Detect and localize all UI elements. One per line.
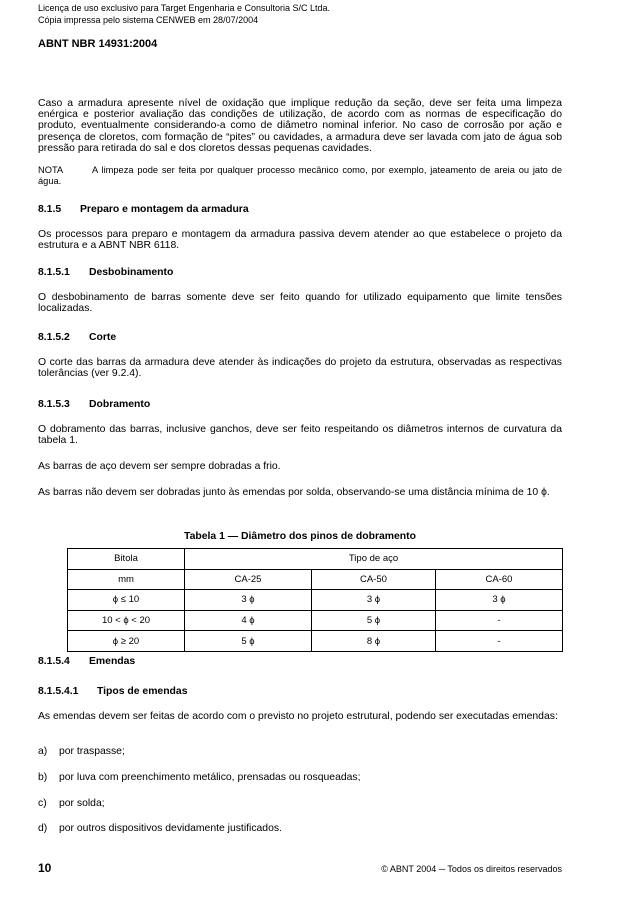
section-8-1-5-1-text: O desbobinamento de barras somente deve ser feito quando for utilizado equipamento que limite tensões localizadas. [38,292,562,315]
section-8-1-5-3-text-1: O dobramento das barras, inclusive ganchos, deve ser feito respeitando os diâmetros internos de curvatura da tabela 1. [38,424,562,447]
section-number: 8.1.5.2 [38,332,70,343]
header-ca-25: CA-25 [185,569,312,590]
list-item [38,772,361,783]
list-item-label: c) [38,798,47,809]
section-8-1-5-3-text-3: As barras não devem ser dobradas junto às emendas por solda, observando-se uma distância mínima de 10 ϕ. [38,487,550,498]
section-number: 8.1.5 [38,204,62,215]
note-label: NOTA [38,165,64,175]
section-title: Corte [89,332,117,343]
header-ca-60: CA-60 [436,569,563,590]
list-item-label: a) [38,746,48,757]
note-text: A limpeza pode ser feita por qualquer processo mecânico como, por exemplo, jateamento de areia ou jato de água. [38,165,562,187]
intro-paragraph: Caso a armadura apresente nível de oxidação que implique redução da seção, deve ser feita uma limpeza enérgica e posterior avaliação das condições de utilização, de acordo com as normas de especificação do produto, eventualmente considerando-a como de diâmetro nominal inferior. No caso de corrosão por ação e presença de cloretos, com formação de “pites” ou cavidades, a armadura deve ser lavada com jato de água sob pressão para retirada do sal e dos cloretos dessas pequenas cavidades. [38,98,562,154]
section-title: Dobramento [89,399,151,410]
value-cell: 3 ϕ [312,590,436,611]
section-title: Tipos de emendas [97,686,188,697]
list-item [38,798,105,809]
list-item-text: por traspasse; [59,746,125,757]
standard-number: ABNT NBR 14931:2004 [38,38,158,50]
list-item [38,746,125,757]
table-row [68,631,563,652]
license-line-1: Licença de uso exclusivo para Target Engenharia e Consultoria S/C Ltda. [38,3,331,13]
section-8-1-5-4-heading [38,656,135,667]
section-title: Desbobinamento [89,267,174,278]
list-item-text: por outros dispositivos devidamente justificados. [59,823,282,834]
page-number: 10 [38,861,52,875]
note [38,165,562,187]
section-number: 8.1.5.1 [38,267,70,278]
bending-pin-table [67,548,563,652]
value-cell: - [436,610,563,631]
list-item-label: b) [38,772,48,783]
table-row [68,590,563,611]
section-8-1-5-1-heading [38,267,173,278]
value-cell: 4 ϕ [185,610,312,631]
list-item-text: por luva com preenchimento metálico, prensadas ou rosqueadas; [59,772,361,783]
list-item-label: d) [38,823,48,834]
value-cell: 5 ϕ [185,631,312,652]
bitola-cell: ϕ ≤ 10 [68,590,185,611]
section-8-1-5-4-1-text: As emendas devem ser feitas de acordo com o previsto no projeto estrutural, podendo ser executadas emendas: [38,711,558,722]
bitola-cell: ϕ ≥ 20 [68,631,185,652]
copyright: © ABNT 2004 ─ Todos os direitos reservados [381,864,562,874]
list-item [38,823,282,834]
section-title: Emendas [89,656,136,667]
section-8-1-5-heading [38,204,249,215]
section-8-1-5-3-text-2: As barras de aço devem ser sempre dobradas a frio. [38,461,281,472]
table-header-row [68,549,563,570]
header-ca-50: CA-50 [312,569,436,590]
header-tipo-de-aco: Tipo de aço [185,549,563,570]
value-cell: 8 ϕ [312,631,436,652]
value-cell: 3 ϕ [185,590,312,611]
section-8-1-5-3-heading [38,399,150,410]
section-8-1-5-2-heading [38,332,116,343]
header-mm: mm [68,569,185,590]
section-8-1-5-4-1-heading [38,686,187,697]
list-item-text: por solda; [59,798,105,809]
value-cell: 3 ϕ [436,590,563,611]
section-number: 8.1.5.3 [38,399,70,410]
section-number: 8.1.5.4.1 [38,686,79,697]
table-caption: Tabela 1 — Diâmetro dos pinos de dobramento [184,531,416,542]
header-bitola: Bitola [68,549,185,570]
section-number: 8.1.5.4 [38,656,70,667]
value-cell: 5 ϕ [312,610,436,631]
section-8-1-5-text: Os processos para preparo e montagem da armadura passiva devem atender ao que estabelece o projeto da estrutura e a ABNT NBR 6118. [38,229,562,252]
value-cell: - [436,631,563,652]
table-row [68,610,563,631]
bitola-cell: 10 < ϕ < 20 [68,610,185,631]
section-8-1-5-2-text: O corte das barras da armadura deve atender às indicações do projeto da estrutura, observadas as respectivas tolerâncias (ver 9.2.4). [38,357,562,380]
table-subheader-row [68,569,563,590]
license-line-2: Cópia impressa pelo sistema CENWEB em 28/07/2004 [38,15,259,25]
section-title: Preparo e montagem da armadura [80,204,249,215]
